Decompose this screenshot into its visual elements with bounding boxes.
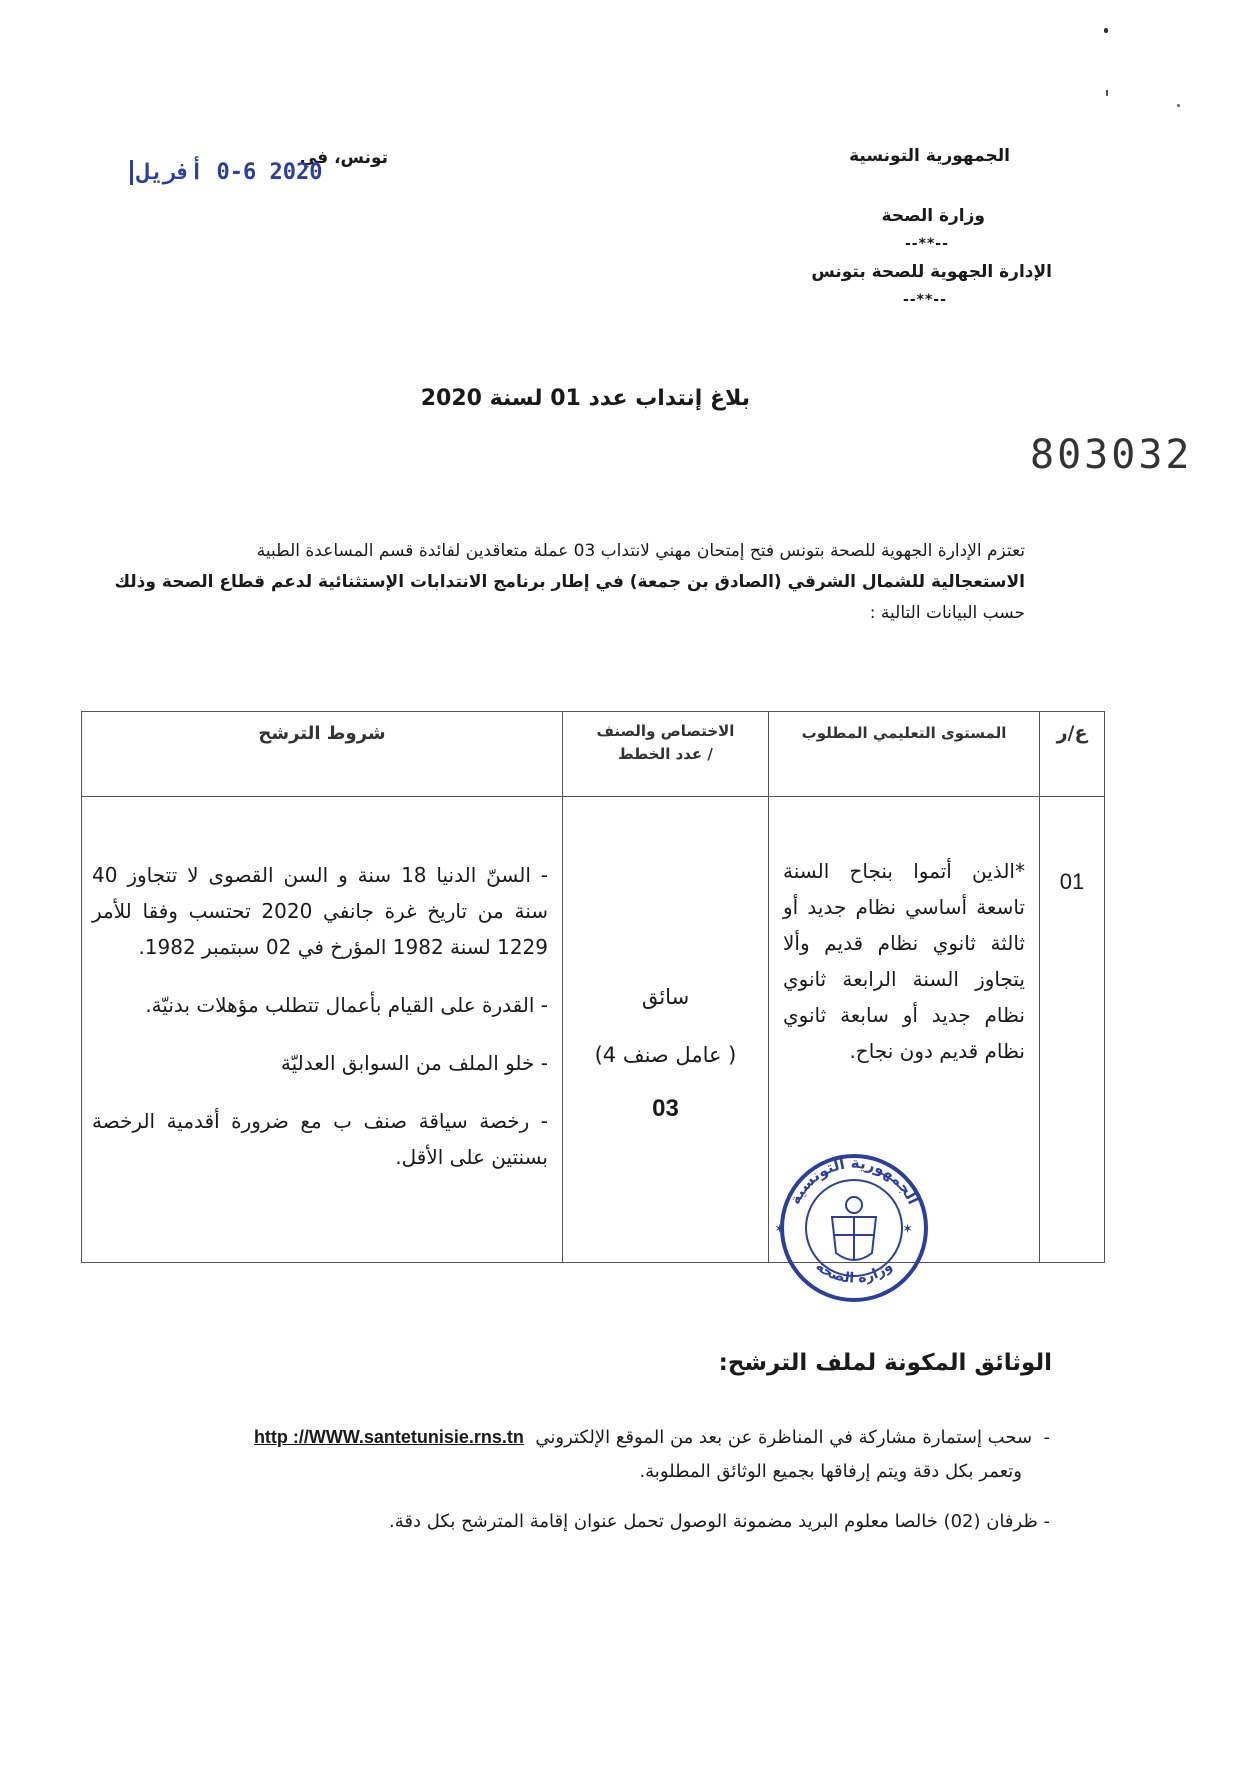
document-item-1-text: سحب إستمارة مشاركة في المناظرة عن بعد من الموقع الإلكتروني	[535, 1427, 1033, 1448]
header-specialty: الاختصاص والصنف / عدد الخطط	[563, 712, 769, 797]
seal-star-icon: ✶	[902, 1222, 913, 1237]
coat-of-arms-icon	[832, 1197, 876, 1261]
reference-number: 803032	[1030, 432, 1193, 478]
scan-speck	[1177, 104, 1180, 107]
row-num-cell: 01	[1040, 797, 1105, 1263]
specialty-title: سائق	[641, 985, 690, 1009]
intro-line-3: حسب البيانات التالية :	[869, 603, 1025, 623]
header-num: ع/ر	[1040, 712, 1105, 797]
documents-title: الوثائق المكونة لملف الترشح:	[718, 1350, 1052, 1376]
date-stamp: 2020 0-6 أفريل	[130, 160, 322, 185]
regional-directorate-label: الإدارة الجهوية للصحة بتونس	[811, 262, 1052, 282]
stars-divider: --**--	[905, 236, 949, 252]
page-title: بلاغ إنتداب عدد 01 لسنة 2020	[420, 386, 750, 411]
registration-website-link[interactable]: http ://WWW.santetunisie.rns.tn	[253, 1427, 524, 1447]
positions-table	[81, 711, 1105, 1287]
document-item-2: - ظرفان (02) خالصا معلوم البريد مضمونة الوصول تحمل عنوان إقامة المترشح بكل دقة.	[389, 1511, 1050, 1532]
specialty-grade: ( عامل صنف 4)	[594, 1043, 737, 1067]
scan-speck	[1104, 28, 1108, 33]
condition-item: - رخصة سياقة صنف ب مع ضرورة أقدمية الرخصة بسنتين على الأقل.	[92, 1109, 548, 1169]
stars-divider: --**--	[903, 292, 947, 308]
place-date-label: تونس، في	[299, 148, 388, 168]
scan-speck	[1106, 90, 1108, 96]
republic-label: الجمهورية التونسية	[849, 146, 1010, 166]
ministry-label: وزارة الصحة	[881, 206, 985, 226]
positions-count: 03	[652, 1095, 679, 1122]
row-education-cell: *الذين أتموا بنجاح السنة تاسعة أساسي نظام جديد أو ثالثة ثانوي نظام قديم وألا يتجاوز السنة الرابعة ثانوي نظام جديد أو سابعة ثانوي نظام قديم دون نجاح. الجمهورية التونسية وزارة الصحة ✶ ✶	[769, 797, 1040, 1263]
seal-star-icon: ✶	[774, 1222, 785, 1237]
table-row	[82, 797, 1105, 1263]
header-conditions: شروط الترشح	[82, 712, 563, 797]
row-specialty-cell	[563, 797, 769, 1263]
seal-bottom-text: وزارة الصحة	[812, 1258, 896, 1287]
document-item-1: - سحب إستمارة مشاركة في المناظرة عن بعد من الموقع الإلكتروني http ://WWW.santetunisie.rns.tn وتعمر بكل دقة ويتم إرفاقها بجميع الوثائق المطلوبة.	[70, 1420, 1050, 1489]
row-conditions-cell	[82, 797, 563, 1263]
header-education: المستوى التعليمي المطلوب	[769, 712, 1040, 797]
official-seal	[769, 1143, 939, 1313]
svg-text:وزارة الصحة	[813, 1258, 896, 1286]
intro-paragraph	[80, 536, 1025, 629]
table-header-row	[82, 712, 1105, 797]
seal-ring-text: الجمهورية التونسية	[785, 1153, 923, 1208]
condition-item: - السنّ الدنيا 18 سنة و السن القصوى لا تتجاوز 40 سنة من تاريخ غرة جانفي 2020 تحتسب وفقا للأمر 1229 لسنة 1982 المؤرخ في 02 سبتمبر 1982.	[92, 863, 548, 959]
condition-item: - خلو الملف من السوابق العدليّة	[280, 1051, 548, 1075]
condition-item: - القدرة على القيام بأعمال تتطلب مؤهلات بدنيّة.	[145, 993, 548, 1017]
intro-line-2: الاستعجالية للشمال الشرقي (الصادق بن جمعة) في إطار برنامج الانتدابات الإستثنائية لدعم قطاع الصحة وذلك	[114, 572, 1025, 592]
document-item-1-continuation: وتعمر بكل دقة ويتم إرفاقها بجميع الوثائق المطلوبة.	[639, 1461, 1022, 1482]
intro-line-1: تعتزم الإدارة الجهوية للصحة بتونس فتح إمتحان مهني لانتداب 03 عملة متعاقدين لفائدة قسم المساعدة الطبية	[256, 541, 1025, 561]
